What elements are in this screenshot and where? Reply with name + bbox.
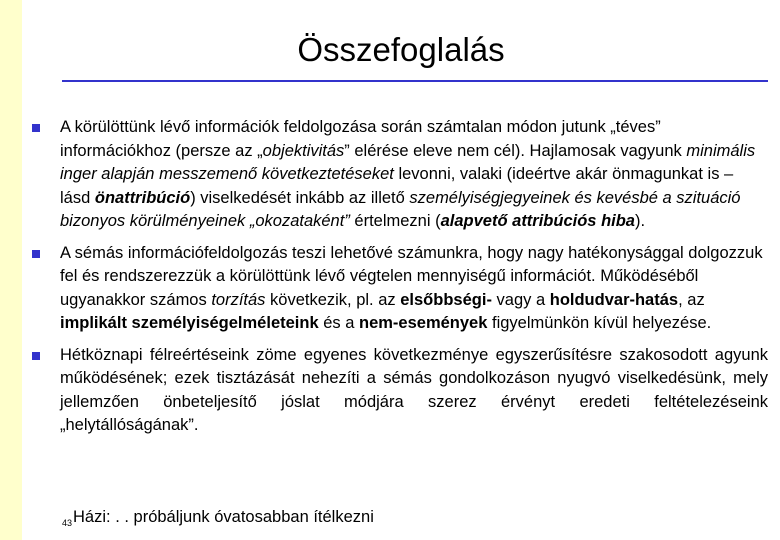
text-run: ) viselkedését inkább az illető bbox=[190, 188, 410, 207]
text-run: objektivitás bbox=[262, 141, 345, 160]
text-run: vagy a bbox=[491, 290, 550, 309]
text-run: A sémás információfeldolgozás teszi lehetővé számunkra, hogy nagy hatékonysággal dolgozzuk fel és rendszerezzük a körülöttünk lévő végtelen mennyiségű információt. Működéséből ugyanakkor számos bbox=[60, 243, 763, 309]
text-run: önattribúció bbox=[94, 188, 191, 207]
footer-text: Házi: . . próbáljunk óvatosabban ítélkezni bbox=[73, 508, 374, 526]
text-run: minimális inger alapján messzemenő következtetéseket bbox=[60, 141, 756, 183]
text-run: figyelmünkön kívül helyezése. bbox=[487, 314, 712, 332]
bullet-square-icon bbox=[32, 250, 40, 258]
text-run: levonni, valaki (ideértve akár önmagunkat is – lásd bbox=[60, 165, 734, 207]
slide-title: Összefoglalás bbox=[297, 31, 505, 68]
bullet-item bbox=[32, 116, 768, 234]
text-run: ). bbox=[634, 212, 646, 230]
text-run: és a bbox=[318, 314, 359, 332]
footer bbox=[62, 506, 374, 534]
bullet-square-icon bbox=[32, 124, 40, 132]
text-run: alapvető attribúciós hiba bbox=[440, 212, 635, 230]
text-run: személyiségjegyeinek és kevésbé a szituáció bizonyos körülményeinek „okozataként” bbox=[60, 188, 741, 230]
text-run: elsőbbségi- bbox=[400, 290, 492, 309]
bullet-square-icon bbox=[32, 352, 40, 360]
text-run: nem-események bbox=[359, 314, 488, 332]
bullet-item bbox=[32, 242, 768, 336]
bullet-list bbox=[32, 116, 768, 438]
bullet-text bbox=[60, 116, 768, 234]
title-underline bbox=[62, 80, 768, 82]
text-run: A körülöttünk lévő információk feldolgozása során számtalan módon jutunk „téves” információkhoz (persze az „ bbox=[60, 118, 661, 160]
bullet-text bbox=[60, 344, 768, 438]
side-bar bbox=[0, 0, 22, 540]
page-number: 43 bbox=[62, 518, 73, 528]
text-run: , az bbox=[678, 290, 705, 309]
text-run: következik, pl. az bbox=[265, 290, 401, 309]
bullet-text bbox=[60, 242, 768, 336]
text-run: Hétköznapi félreértéseink zöme egyenes következménye egyszerűsítésre szakosodott agyunk működésének; ezek tisztázását nehezíti a sémás gondolkozáson nyugvó viselkedésünk, mely jellemzően önbeteljesítő jóslat módjára szerez érvényt eredeti feltételezéseink „helytállóságának”. bbox=[60, 345, 768, 434]
text-run: torzítás bbox=[211, 290, 266, 309]
text-run: implikált személyiségelméleteink bbox=[60, 314, 319, 332]
text-run: ” elérése eleve nem cél). Hajlamosak vagyunk bbox=[344, 141, 687, 160]
bullet-item bbox=[32, 344, 768, 438]
text-run: holdudvar-hatás bbox=[549, 290, 679, 309]
text-run: értelmezni ( bbox=[349, 212, 441, 230]
